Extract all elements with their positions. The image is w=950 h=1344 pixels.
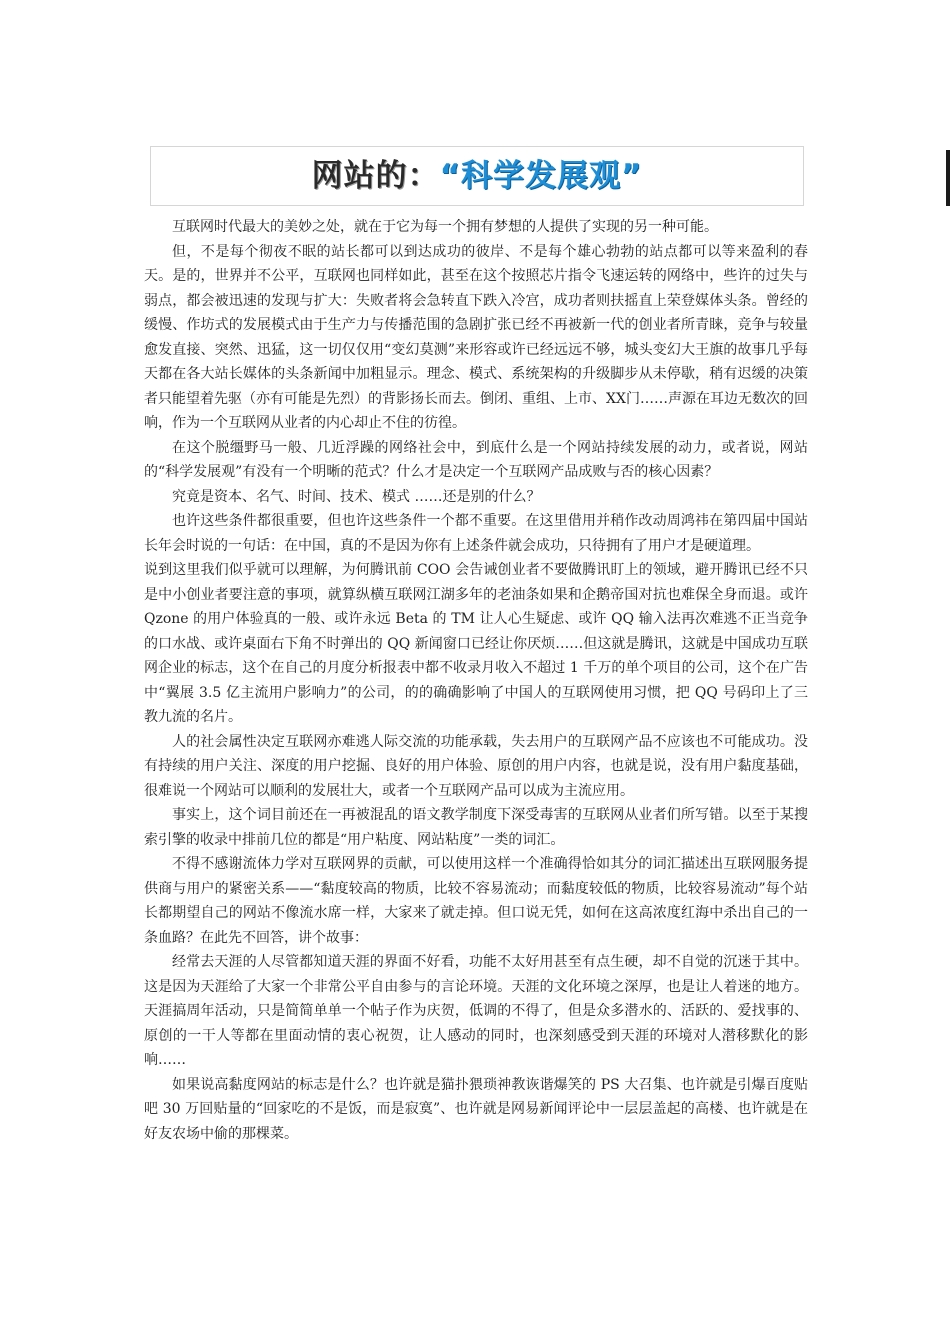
- title-banner: [150, 146, 804, 206]
- title-part-2: “科学发展观”: [439, 158, 643, 194]
- paragraph: 也许这些条件都很重要，但也许这些条件一个都不重要。在这里借用并稍作改动周鸿祎在第四届中国站长年会时说的一句话：在中国，真的不是因为你有上述条件就会成功，只待拥有了用户才是硬道理。: [144, 513, 808, 554]
- paragraph: 互联网时代最大的美妙之处，就在于它为每一个拥有梦想的人提供了实现的另一种可能。: [172, 219, 718, 235]
- paragraph: 经常去天涯的人尽管都知道天涯的界面不好看，功能不太好用甚至有点生硬，却不自觉的沉迷于其中。这是因为天涯给了大家一个非常公平自由参与的言论环境。天涯的文化环境之深厚，也是让人着迷的地方。天涯搞周年活动，只是简简单单一个帖子作为庆贺，低调的不得了，但是众多潜水的、活跃的、爱找事的、原创的一干人等都在里面动情的衷心祝贺，让人感动的同时，也深刻感受到天涯的环境对人潜移默化的影响……: [144, 954, 808, 1068]
- paragraph: 如果说高黏度网站的标志是什么？也许就是猫扑猥琐神教诙谐爆笑的 PS 大召集、也许就是引爆百度贴吧 30 万回贴量的“回家吃的不是饭，而是寂寞”、也许就是网易新闻评论中一层层盖起的高楼、也许就是在好友农场中偷的那棵菜。: [144, 1076, 808, 1142]
- paragraph: 究竟是资本、名气、时间、技术、模式 ……还是别的什么？: [172, 488, 541, 505]
- paragraph: 但，不是每个彻夜不眠的站长都可以到达成功的彼岸、不是每个雄心勃勃的站点都可以等来盈利的春天。是的，世界并不公平，互联网也同样如此，甚至在这个按照芯片指令飞速运转的网络中，些许的过失与弱点，都会被迅速的发现与扩大：失败者将会急转直下跌入冷宫，成功者则扶摇直上荣登媒体头条。曾经的缓慢、作坊式的发展模式由于生产力与传播范围的急剧扩张已经不再被新一代的创业者所青睐，竞争与较量愈发直接、突然、迅猛，这一切仅仅用“变幻莫测”来形容或许已经远远不够，城头变幻大王旗的故事几乎每天都在各大站长媒体的头条新闻中加粗显示。理念、模式、系统架构的升级脚步从未停歇，稍有迟缓的决策者只能望着先驱（亦有可能是先烈）的背影扬长而去。倒闭、重组、上市、XX门……声源在耳边无数次的回响，作为一个互联网从业者的内心却止不住的彷徨。: [144, 243, 808, 431]
- paragraph: 不得不感谢流体力学对互联网界的贡献，可以使用这样一个准确得恰如其分的词汇描述出互联网服务提供商与用户的紧密关系——“黏度较高的物质，比较不容易流动；而黏度较低的物质，比较容易流动”每个站长都期望自己的网站不像流水席一样，大家来了就走掉。但口说无凭，如何在这高浓度红海中杀出自己的一条血路？在此先不回答，讲个故事：: [144, 856, 808, 946]
- paragraph: 在这个脱缰野马一般、几近浮躁的网络社会中，到底什么是一个网站持续发展的动力，或者说，网站的“科学发展观”有没有一个明晰的范式？什么才是决定一个互联网产品成败与否的核心因素？: [144, 439, 808, 480]
- article-body: [144, 215, 808, 1146]
- paragraph: 事实上，这个词目前还在一再被混乱的语文教学制度下深受毒害的互联网从业者们所写错。以至于某搜索引擎的收录中排前几位的都是“用户粘度、网站粘度”一类的词汇。: [144, 807, 808, 848]
- paragraph: 说到这里我们似乎就可以理解，为何腾讯前 COO 会告诫创业者不要做腾讯盯上的领域，避开腾讯已经不只是中小创业者要注意的事项，就算纵横互联网江湖多年的老油条如果和企鹅帝国对抗也难保全身而退。或许 Qzone 的用户体验真的一般、或许永远 Beta 的 TM 让人心生疑虑、或许 QQ 输入法再次难逃不正当竞争的口水战、或许桌面右下角不时弹出的 QQ 新闻窗口已经让你厌烦……但这就是腾讯，这就是中国成功互联网企业的标志，这个在自己的月度分析报表中都不收录月收入不超过 1 千万的单个项目的公司，这个在广告中“翼展 3.5 亿主流用户影响力”的公司，的的确确影响了中国人的互联网使用习惯，把 QQ 号码印上了三教九流的名片。: [144, 562, 808, 725]
- title-part-1: 网站的：: [311, 158, 440, 194]
- page-title: [312, 156, 643, 196]
- page-edge-mark: [946, 150, 950, 206]
- paragraph: 人的社会属性决定互联网亦难逃人际交流的功能承载，失去用户的互联网产品不应该也不可能成功。没有持续的用户关注、深度的用户挖掘、良好的用户体验、原创的用户内容，也就是说，没有用户黏度基础，很难说一个网站可以顺利的发展壮大，或者一个互联网产品可以成为主流应用。: [144, 733, 808, 799]
